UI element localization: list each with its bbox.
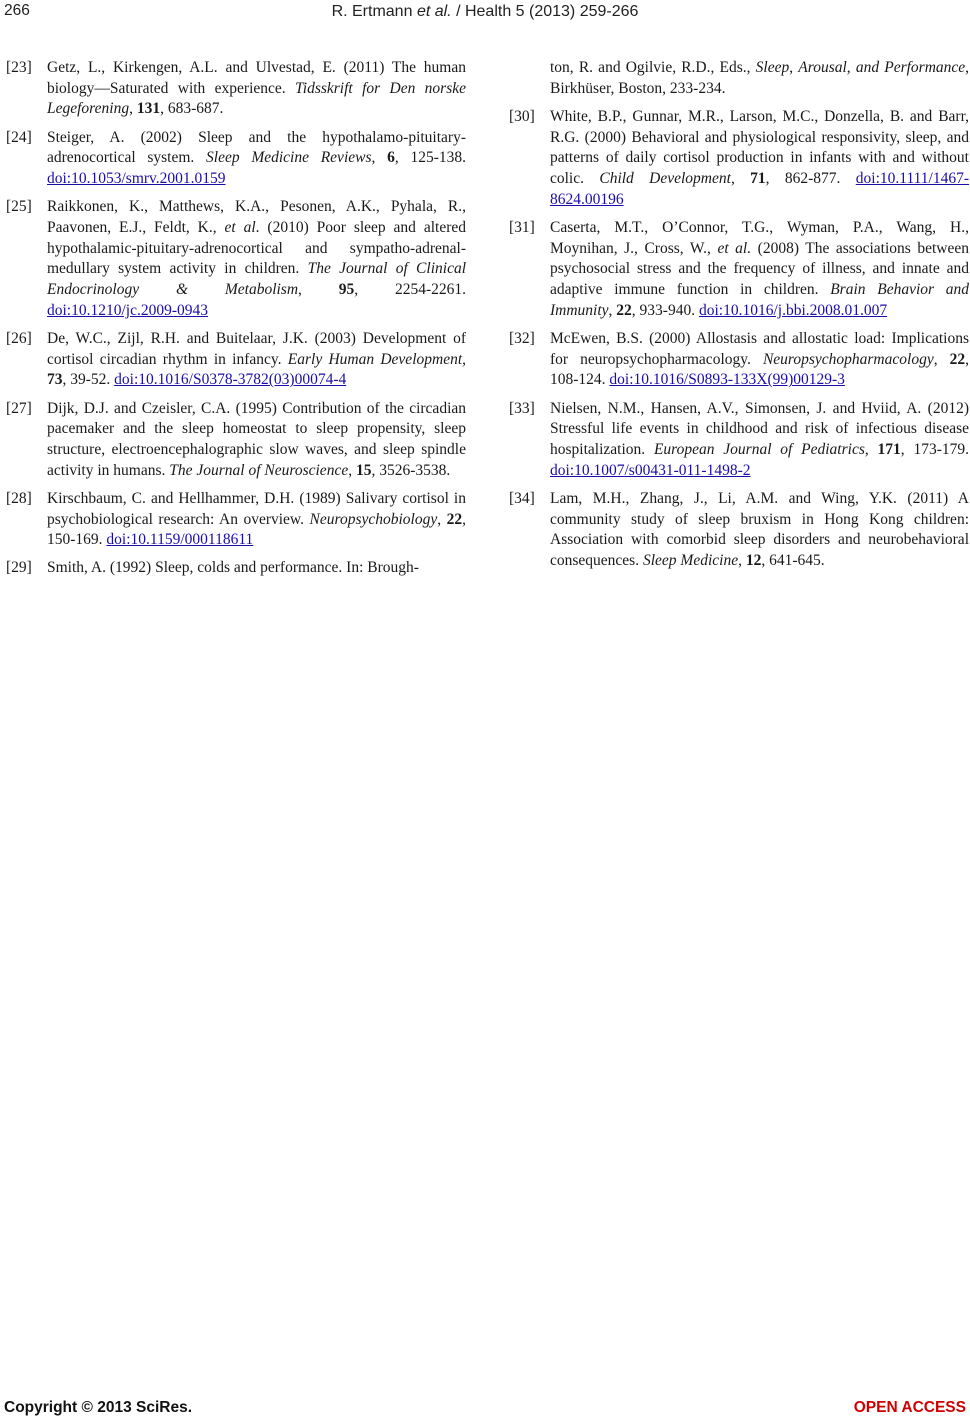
doi-link[interactable]: doi:10.1016/j.bbi.2008.01.007 (698, 301, 888, 319)
reference-text: Lam, M.H., Zhang, J., Li, A.M. and Wing, Y.K. (2011) A community study of sleep bruxism in Hong Kong children: Association with comorbid sleep disorders and neurobehavioral consequences. (550, 489, 969, 569)
reference-number: [30] (509, 107, 535, 125)
reference-item (509, 107, 969, 211)
reference-text: , (846, 59, 856, 76)
reference-text: , 3526-3538. (371, 461, 451, 479)
reference-volume: 22 (446, 510, 463, 528)
header-author: R. Ertmann (331, 3, 413, 20)
reference-item (509, 329, 969, 391)
reference-text: , 683-687. (160, 100, 224, 118)
doi-link[interactable]: doi:10.1210/jc.2009-0943 (47, 301, 209, 319)
reference-text: Raikkonen, K., Matthews, K.A., Pesonen, A.K., Pyhala, R., Paavonen, E.J., Feldt, K., (47, 198, 466, 236)
reference-text: McEwen, B.S. (2000) Allostasis and allostatic load: Implications for neuropsychopharmacology. (550, 329, 969, 368)
reference-text: , 2254-2261. (354, 281, 466, 299)
header-journal-info: / Health 5 (2013) 259-266 (456, 3, 639, 20)
reference-journal-title: et al (224, 218, 256, 236)
reference-volume: 131 (136, 100, 161, 118)
reference-text: Steiger, A. (2002) Sleep and the hypothalamo-pituitary-adrenocortical system. (47, 128, 466, 167)
reference-text: ton, R. and Ogilvie, R.D., Eds., (550, 59, 756, 76)
reference-text: , 933-940. (631, 301, 699, 319)
reference-item (509, 58, 969, 99)
reference-text: , 39-52. (62, 371, 115, 389)
doi-link[interactable]: doi:10.1007/s00431-011-1498-2 (550, 461, 751, 479)
reference-text: , (738, 551, 746, 569)
reference-item (509, 399, 969, 482)
reference-item (6, 558, 466, 579)
reference-text: , 108-124. (550, 350, 970, 389)
reference-text: , 173-179. (900, 440, 970, 458)
reference-text: , (789, 59, 799, 76)
reference-text: White, B.P., Gunnar, M.R., Larson, M.C., Donzella, B. and Barr, R.G. (2000) Behavioral and physiological responsivity, sleep, and patterns of daily cortisol production in infants with and without colic. (550, 107, 969, 188)
reference-number: [29] (6, 559, 32, 577)
reference-item (6, 128, 466, 190)
reference-text: Dijk, D.J. and Czeisler, C.A. (1995) Contribution of the circadian pacemaker and the sleep homeostat to sleep propensity, sleep structure, electroencephalographic slow waves, and sleep spindle activity in humans. (47, 399, 466, 479)
reference-text: , (129, 100, 137, 118)
reference-volume: 15 (355, 461, 372, 479)
reference-journal-title: and Performance (855, 59, 966, 76)
reference-number: [33] (509, 399, 535, 417)
reference-journal-title: Sleep (755, 59, 790, 76)
reference-item (6, 58, 466, 120)
reference-text: . (2010) Poor sleep and altered hypothalamic-pituitary-adrenocortical and sympatho-adrenal-medullary system activity in children. (47, 218, 466, 278)
reference-journal-title: Brain Behavior and Immunity (550, 281, 970, 319)
reference-journal-title: Neuropsychobiology (309, 510, 438, 528)
reference-item (6, 399, 466, 482)
open-access-label: OPEN ACCESS (853, 1399, 966, 1416)
reference-text: Smith, A. (1992) Sleep, colds and performance. In: Brough- (47, 559, 419, 577)
reference-volume: 95 (338, 281, 355, 299)
reference-text: Kirschbaum, C. and Hellhammer, D.H. (1989) Salivary cortisol in psychobiological research: An overview. (47, 489, 466, 528)
page-number: 266 (4, 2, 30, 19)
copyright-notice: Copyright © 2013 SciRes. (4, 1399, 193, 1416)
header-etal: et al. (416, 3, 452, 20)
reference-number: [32] (509, 329, 535, 347)
reference-text: , (437, 510, 447, 528)
doi-link[interactable]: doi:10.1053/smrv.2001.0159 (47, 170, 226, 188)
reference-journal-title: Tidsskrift for Den norske Legeforening (47, 79, 466, 118)
references-right-column (509, 58, 969, 579)
reference-text: , 150-169. (47, 510, 466, 549)
reference-volume: 22 (616, 301, 632, 319)
reference-text: Caserta, M.T., O’Connor, T.G., Wyman, P.A., Wang, H., Moynihan, J., Cross, W., (550, 218, 969, 257)
reference-journal-title: Sleep Medicine Reviews (206, 149, 372, 167)
reference-text: Nielsen, N.M., Hansen, A.V., Simonsen, J. and Hviid, A. (2012) Stressful life events in childhood and risk of infectious disease hospitalization. (550, 399, 969, 458)
reference-text: , (462, 350, 467, 368)
reference-text: , 641-645. (761, 551, 825, 569)
reference-journal-title: The Journal of Neuroscience (169, 461, 349, 479)
references-left-column (6, 58, 466, 587)
doi-link[interactable]: doi:10.1016/S0893-133X(99)00129-3 (609, 371, 845, 389)
reference-number: [24] (6, 128, 32, 146)
reference-text: , Birkhüser, Boston, 233-234. (550, 59, 970, 97)
reference-text: , (298, 281, 339, 299)
reference-text: , 862-877. (765, 170, 856, 188)
reference-volume: 22 (949, 350, 966, 368)
reference-volume: 71 (750, 170, 766, 188)
doi-link[interactable]: doi:10.1016/S0378-3782(03)00074-4 (114, 371, 347, 389)
reference-text: De, W.C., Zijl, R.H. and Buitelaar, J.K. (2003) Development of cortisol circadian rhythm in infancy. (47, 329, 466, 368)
reference-text: , (730, 170, 751, 188)
reference-number: [25] (6, 198, 32, 216)
reference-item (509, 218, 969, 322)
running-header (0, 3, 970, 21)
reference-journal-title: et al. (717, 239, 752, 257)
reference-text: , (864, 440, 878, 458)
reference-journal-title: Early Human Development (287, 350, 463, 368)
reference-text: , (348, 461, 356, 479)
reference-journal-title: European Journal of Pediatrics (653, 440, 865, 458)
reference-text: Getz, L., Kirkengen, A.L. and Ulvestad, E. (2011) The human biology—Saturated with experience. (47, 59, 466, 97)
reference-volume: 73 (47, 371, 63, 389)
reference-text: , (933, 350, 950, 368)
reference-number: [34] (509, 489, 535, 507)
reference-item (6, 329, 466, 391)
reference-journal-title: The Journal of Clinical Endocrinology & Metabolism (47, 260, 467, 299)
reference-number: [28] (6, 489, 32, 507)
doi-link[interactable]: doi:10.1111/1467-8624.00196 (550, 170, 970, 208)
reference-journal-title: Neuropsychopharmacology (762, 350, 934, 368)
reference-number: [31] (509, 218, 535, 236)
reference-text: (2008) The associations between psychosocial stress and the frequency of illness, and innate and adaptive immune function in children. (550, 239, 969, 299)
reference-journal-title: Sleep Medicine (642, 551, 739, 569)
reference-text: , 125-138. (394, 149, 466, 167)
doi-link[interactable]: doi:10.1159/000118611 (106, 531, 254, 549)
reference-volume: 6 (387, 149, 395, 167)
reference-journal-title: Arousal (798, 59, 847, 76)
reference-item (6, 197, 466, 321)
reference-number: [23] (6, 59, 32, 76)
reference-item (509, 489, 969, 572)
reference-text: , (608, 301, 617, 319)
reference-item (6, 489, 466, 551)
reference-volume: 12 (745, 551, 762, 569)
reference-number: [27] (6, 399, 32, 417)
reference-volume: 171 (877, 440, 901, 458)
reference-text: , (371, 149, 388, 167)
reference-journal-title: Child Development (599, 170, 731, 188)
reference-number: [26] (6, 329, 32, 347)
